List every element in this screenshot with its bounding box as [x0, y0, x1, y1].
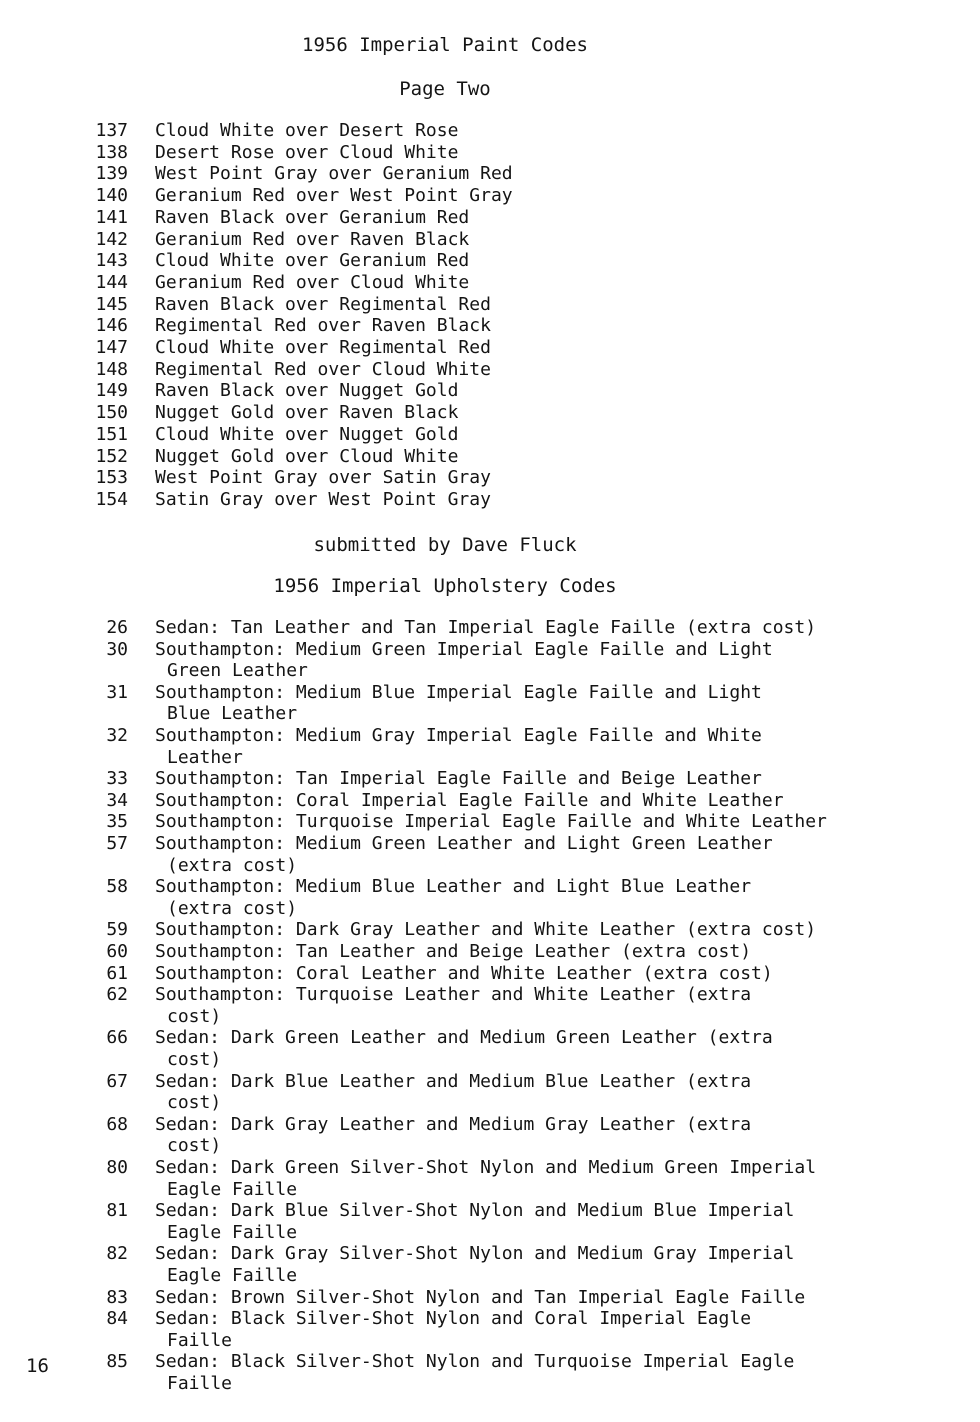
- upholstery-code-description: [155, 963, 975, 985]
- upholstery-code-number: 82: [106, 1243, 128, 1265]
- upholstery-description-line1: Southampton: Medium Green Leather and Light Green Leather: [155, 833, 773, 854]
- upholstery-description-line1: Southampton: Dark Gray Leather and White Leather (extra cost): [155, 919, 817, 941]
- paint-code-number: 151: [95, 423, 128, 445]
- upholstery-code-number: 80: [106, 1157, 128, 1178]
- paint-code-number: 154: [95, 488, 128, 510]
- paint-code-row: [0, 489, 980, 511]
- upholstery-description-line1: Southampton: Turquoise Leather and White Leather (extra: [155, 984, 752, 1006]
- paint-code-description: Raven Black over Regimental Red: [155, 293, 491, 315]
- paint-code-row: [0, 402, 980, 424]
- paint-code-description: Raven Black over Nugget Gold: [155, 380, 459, 402]
- upholstery-description-line2: (extra cost): [167, 854, 298, 876]
- paint-code-description: Geranium Red over West Point Gray: [155, 185, 513, 207]
- upholstery-description-line2: Blue Leather: [167, 703, 298, 725]
- upholstery-description-line1: Sedan: Brown Silver-Shot Nylon and Tan Imperial Eagle Faille: [155, 1286, 806, 1308]
- paint-code-description: Regimental Red over Raven Black: [155, 315, 491, 337]
- paint-code-row: [0, 185, 980, 207]
- paint-code-row: [0, 272, 980, 294]
- page-title: 1956 Imperial Paint Codes: [302, 34, 588, 56]
- paint-code-number: 144: [95, 271, 128, 293]
- paint-code-row: [0, 446, 980, 468]
- paint-code-row: [0, 359, 980, 381]
- paint-code-number: 139: [95, 163, 128, 185]
- upholstery-code-description: [155, 639, 975, 682]
- upholstery-code-number: 85: [106, 1351, 128, 1373]
- paint-code-number: 150: [95, 402, 128, 424]
- upholstery-code-description: [155, 919, 975, 941]
- upholstery-description-line1: Sedan: Black Silver-Shot Nylon and Turquoise Imperial Eagle: [155, 1351, 795, 1373]
- paint-code-number: 152: [95, 445, 128, 467]
- paint-code-description: Cloud White over Geranium Red: [155, 250, 470, 272]
- upholstery-code-description: [155, 1287, 975, 1309]
- upholstery-code-number: 60: [106, 941, 128, 962]
- paint-code-description: Nugget Gold over Raven Black: [155, 402, 459, 424]
- upholstery-description-line1: Sedan: Dark Gray Leather and Medium Gray Leather (extra: [155, 1113, 752, 1135]
- paint-code-row: [0, 163, 980, 185]
- upholstery-code-description: [155, 1308, 975, 1351]
- upholstery-code-description: [155, 617, 975, 639]
- paint-code-row: [0, 424, 980, 446]
- upholstery-description-line2: Faille: [167, 1372, 233, 1394]
- upholstery-code-number: 62: [106, 984, 128, 1006]
- paint-code-description: Cloud White over Regimental Red: [155, 337, 491, 358]
- upholstery-code-number: 61: [106, 962, 128, 984]
- paint-code-row: [0, 337, 980, 359]
- paint-code-description: Geranium Red over Raven Black: [155, 228, 470, 250]
- page-subtitle: Page Two: [399, 78, 491, 100]
- upholstery-description-line2: Green Leather: [167, 660, 308, 682]
- upholstery-code-description: [155, 1114, 975, 1157]
- upholstery-description-line1: Sedan: Dark Blue Leather and Medium Blue Leather (extra: [155, 1070, 752, 1092]
- paint-code-description: Regimental Red over Cloud White: [155, 358, 491, 380]
- upholstery-code-description: [155, 1071, 975, 1114]
- upholstery-description-line2: cost): [167, 1048, 222, 1070]
- paint-code-row: [0, 315, 980, 337]
- credit-line: submitted by Dave Fluck: [313, 534, 577, 556]
- upholstery-description-line2: cost): [167, 1005, 222, 1027]
- paint-code-description: Raven Black over Geranium Red: [155, 206, 470, 228]
- upholstery-description-line1: Southampton: Tan Imperial Eagle Faille and Beige Leather: [155, 768, 762, 790]
- upholstery-code-number: 31: [106, 681, 128, 703]
- upholstery-code-description: [155, 984, 975, 1027]
- page-number: 16: [26, 1355, 49, 1377]
- paint-code-number: 138: [95, 141, 128, 163]
- upholstery-description-line2: Eagle Faille: [167, 1178, 298, 1200]
- upholstery-code-number: 26: [106, 617, 128, 638]
- upholstery-code-description: [155, 876, 975, 919]
- paint-code-number: 145: [95, 293, 128, 315]
- upholstery-code-number: 33: [106, 768, 128, 790]
- upholstery-code-number: 68: [106, 1113, 128, 1135]
- upholstery-code-description: [155, 941, 975, 963]
- paint-code-row: [0, 380, 980, 402]
- upholstery-description-line2: Faille: [167, 1329, 233, 1351]
- paint-code-row: [0, 294, 980, 316]
- paint-code-row: [0, 142, 980, 164]
- upholstery-code-description: [155, 1351, 975, 1394]
- upholstery-description-line1: Sedan: Black Silver-Shot Nylon and Coral Imperial Eagle: [155, 1308, 752, 1330]
- paint-code-number: 143: [95, 250, 128, 272]
- paint-code-description: Desert Rose over Cloud White: [155, 141, 459, 163]
- upholstery-title: 1956 Imperial Upholstery Codes: [273, 575, 617, 597]
- upholstery-code-description: [155, 1157, 975, 1200]
- paint-code-number: 140: [95, 185, 128, 207]
- upholstery-code-description: [155, 811, 975, 833]
- paint-code-description: Nugget Gold over Cloud White: [155, 445, 459, 467]
- paint-code-number: 149: [95, 380, 128, 402]
- upholstery-description-line2: Eagle Faille: [167, 1221, 298, 1243]
- paint-code-description: Geranium Red over Cloud White: [155, 271, 470, 293]
- paint-code-number: 147: [95, 337, 128, 358]
- upholstery-code-number: 32: [106, 725, 128, 746]
- upholstery-code-description: [155, 1027, 975, 1070]
- upholstery-code-description: [155, 682, 975, 725]
- paint-code-number: 137: [95, 120, 128, 141]
- paint-code-number: 153: [95, 467, 128, 489]
- paint-code-description: Cloud White over Nugget Gold: [155, 423, 459, 445]
- upholstery-code-description: [155, 768, 975, 790]
- upholstery-description-line1: Southampton: Medium Green Imperial Eagle Faille and Light: [155, 638, 773, 660]
- paint-code-row: [0, 250, 980, 272]
- paint-code-row: [0, 467, 980, 489]
- upholstery-description-line1: Sedan: Dark Green Silver-Shot Nylon and Medium Green Imperial: [155, 1157, 817, 1178]
- paint-code-row: [0, 120, 980, 142]
- paint-code-description: Satin Gray over West Point Gray: [155, 488, 491, 510]
- upholstery-code-description: [155, 833, 975, 876]
- upholstery-code-description: [155, 725, 975, 768]
- paint-code-number: 148: [95, 358, 128, 380]
- upholstery-code-number: 59: [106, 919, 128, 941]
- upholstery-code-description: [155, 790, 975, 812]
- upholstery-description-line1: Southampton: Medium Gray Imperial Eagle Faille and White: [155, 725, 762, 746]
- upholstery-code-number: 81: [106, 1200, 128, 1222]
- upholstery-description-line2: (extra cost): [167, 897, 298, 919]
- upholstery-code-number: 34: [106, 789, 128, 811]
- upholstery-description-line2: cost): [167, 1092, 222, 1114]
- upholstery-description-line2: cost): [167, 1135, 222, 1157]
- upholstery-code-number: 83: [106, 1286, 128, 1308]
- upholstery-code-description: [155, 1200, 975, 1243]
- upholstery-code-number: 84: [106, 1308, 128, 1330]
- upholstery-code-number: 35: [106, 811, 128, 833]
- upholstery-code-description: [155, 1243, 975, 1286]
- paint-code-number: 141: [95, 206, 128, 228]
- upholstery-code-number: 67: [106, 1070, 128, 1092]
- upholstery-code-number: 58: [106, 876, 128, 898]
- upholstery-description-line1: Southampton: Coral Leather and White Leather (extra cost): [155, 962, 773, 984]
- upholstery-description-line1: Southampton: Medium Blue Leather and Light Blue Leather: [155, 876, 752, 898]
- upholstery-description-line1: Sedan: Dark Blue Silver-Shot Nylon and Medium Blue Imperial: [155, 1200, 795, 1222]
- upholstery-description-line1: Southampton: Medium Blue Imperial Eagle Faille and Light: [155, 681, 762, 703]
- upholstery-description-line2: Leather: [167, 746, 243, 768]
- paint-code-number: 146: [95, 315, 128, 337]
- upholstery-code-number: 66: [106, 1027, 128, 1049]
- paint-code-description: West Point Gray over Satin Gray: [155, 467, 491, 489]
- upholstery-description-line2: Eagle Faille: [167, 1264, 298, 1286]
- upholstery-code-number: 30: [106, 638, 128, 660]
- upholstery-description-line1: Southampton: Coral Imperial Eagle Faille and White Leather: [155, 789, 784, 811]
- upholstery-description-line1: Southampton: Tan Leather and Beige Leather (extra cost): [155, 941, 752, 962]
- upholstery-description-line1: Sedan: Tan Leather and Tan Imperial Eagle Faille (extra cost): [155, 617, 817, 638]
- upholstery-description-line1: Sedan: Dark Green Leather and Medium Green Leather (extra: [155, 1027, 773, 1049]
- paint-code-number: 142: [95, 228, 128, 250]
- paint-code-row: [0, 229, 980, 251]
- upholstery-description-line1: Southampton: Turquoise Imperial Eagle Faille and White Leather: [155, 811, 827, 833]
- upholstery-code-number: 57: [106, 833, 128, 854]
- upholstery-description-line1: Sedan: Dark Gray Silver-Shot Nylon and Medium Gray Imperial: [155, 1243, 795, 1265]
- paint-code-row: [0, 207, 980, 229]
- paint-code-description: Cloud White over Desert Rose: [155, 120, 459, 141]
- paint-code-description: West Point Gray over Geranium Red: [155, 163, 513, 185]
